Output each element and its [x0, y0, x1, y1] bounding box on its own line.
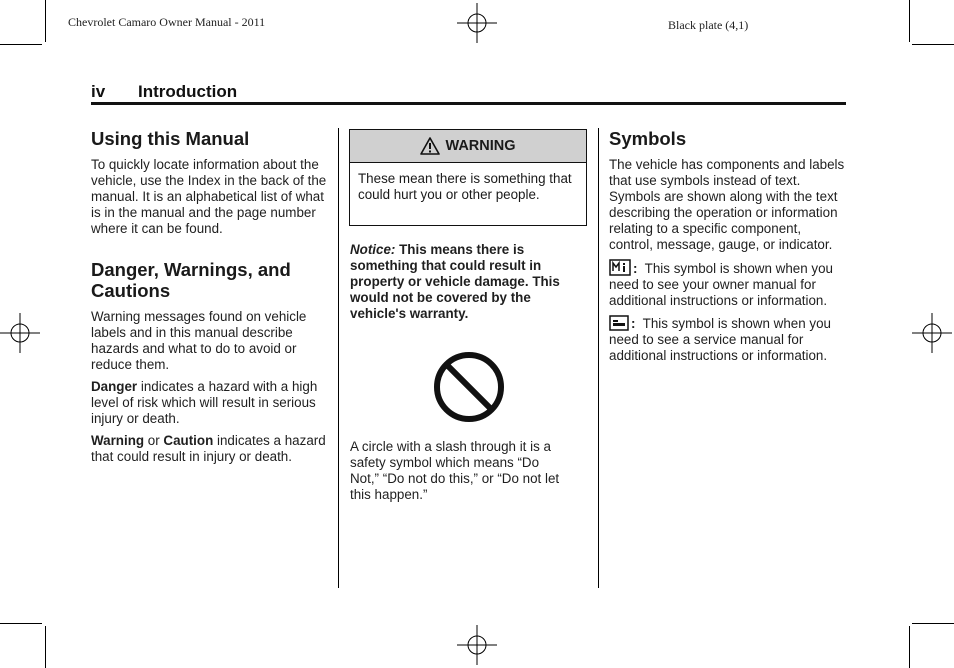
- column-right: [609, 128, 847, 370]
- paragraph-warning-caution: Warning or Caution indicates a hazard that could result in injury or death.: [91, 433, 326, 464]
- column-divider: [338, 128, 339, 588]
- warning-box: [349, 129, 587, 226]
- registration-mark-right: [912, 313, 952, 353]
- prohibition-icon: [432, 350, 506, 424]
- section-title: Introduction: [138, 82, 238, 101]
- slash-explanation: [350, 439, 565, 509]
- heading-symbols: Symbols: [609, 128, 687, 149]
- document-meta-title: Chevrolet Camaro Owner Manual - 2011: [68, 15, 266, 29]
- symbol-owner-manual-paragraph: : This symbol is shown when you need to see your owner manual for additional instructions or information.: [609, 261, 833, 308]
- symbol-service-manual-paragraph: : This symbol is shown when you need to see a service manual for additional instructions or information.: [609, 316, 831, 363]
- registration-mark-left: [0, 313, 40, 353]
- owner-manual-icon: [609, 259, 631, 276]
- heading-danger-warnings: Danger, Warnings, and Cautions: [91, 259, 291, 301]
- paragraph: The vehicle has components and labels that use symbols instead of text. Symbols are shown along with the text describing the operation or information relating to a specific component, control, message, gauge, or indicator.: [609, 157, 845, 252]
- column-divider: [598, 128, 599, 588]
- notice-paragraph: Notice: This means there is something that could result in property or vehicle damage. This would not be covered by the vehicle's warranty.: [350, 242, 560, 321]
- warning-title: WARNING: [445, 138, 516, 154]
- paragraph-danger: Danger indicates a hazard with a high level of risk which will result in serious injury or death.: [91, 379, 318, 426]
- column-middle: [350, 242, 580, 328]
- paragraph: A circle with a slash through it is a safety symbol which means “Do Not,” “Do not do this,” or “Do not let this happen.”: [350, 439, 560, 502]
- heading-using-manual: Using this Manual: [91, 128, 250, 149]
- warning-header: [350, 130, 586, 163]
- crop-mark: [0, 623, 42, 624]
- plate-label: Black plate (4,1): [668, 18, 749, 32]
- crop-mark: [912, 44, 954, 45]
- crop-mark: [909, 626, 910, 668]
- crop-mark: [45, 626, 46, 668]
- warning-triangle-icon: [420, 137, 440, 155]
- column-left: [91, 128, 331, 471]
- paragraph: Warning messages found on vehicle labels and in this manual describe hazards and what to do to avoid or reduce them.: [91, 309, 307, 372]
- running-head: [91, 82, 237, 102]
- crop-mark: [45, 0, 46, 42]
- page-number: iv: [91, 82, 106, 101]
- crop-mark: [912, 623, 954, 624]
- crop-mark: [909, 0, 910, 42]
- warning-text: These mean there is something that could hurt you or other people.: [358, 171, 572, 202]
- registration-mark-bottom: [457, 625, 497, 665]
- service-manual-icon: [609, 315, 629, 331]
- registration-mark-top: [457, 3, 497, 43]
- paragraph: To quickly locate information about the vehicle, use the Index in the back of the manual. It is an alphabetical list of what is in the manual and the page number where it can be found.: [91, 157, 327, 236]
- header-rule: [91, 102, 846, 105]
- crop-mark: [0, 44, 42, 45]
